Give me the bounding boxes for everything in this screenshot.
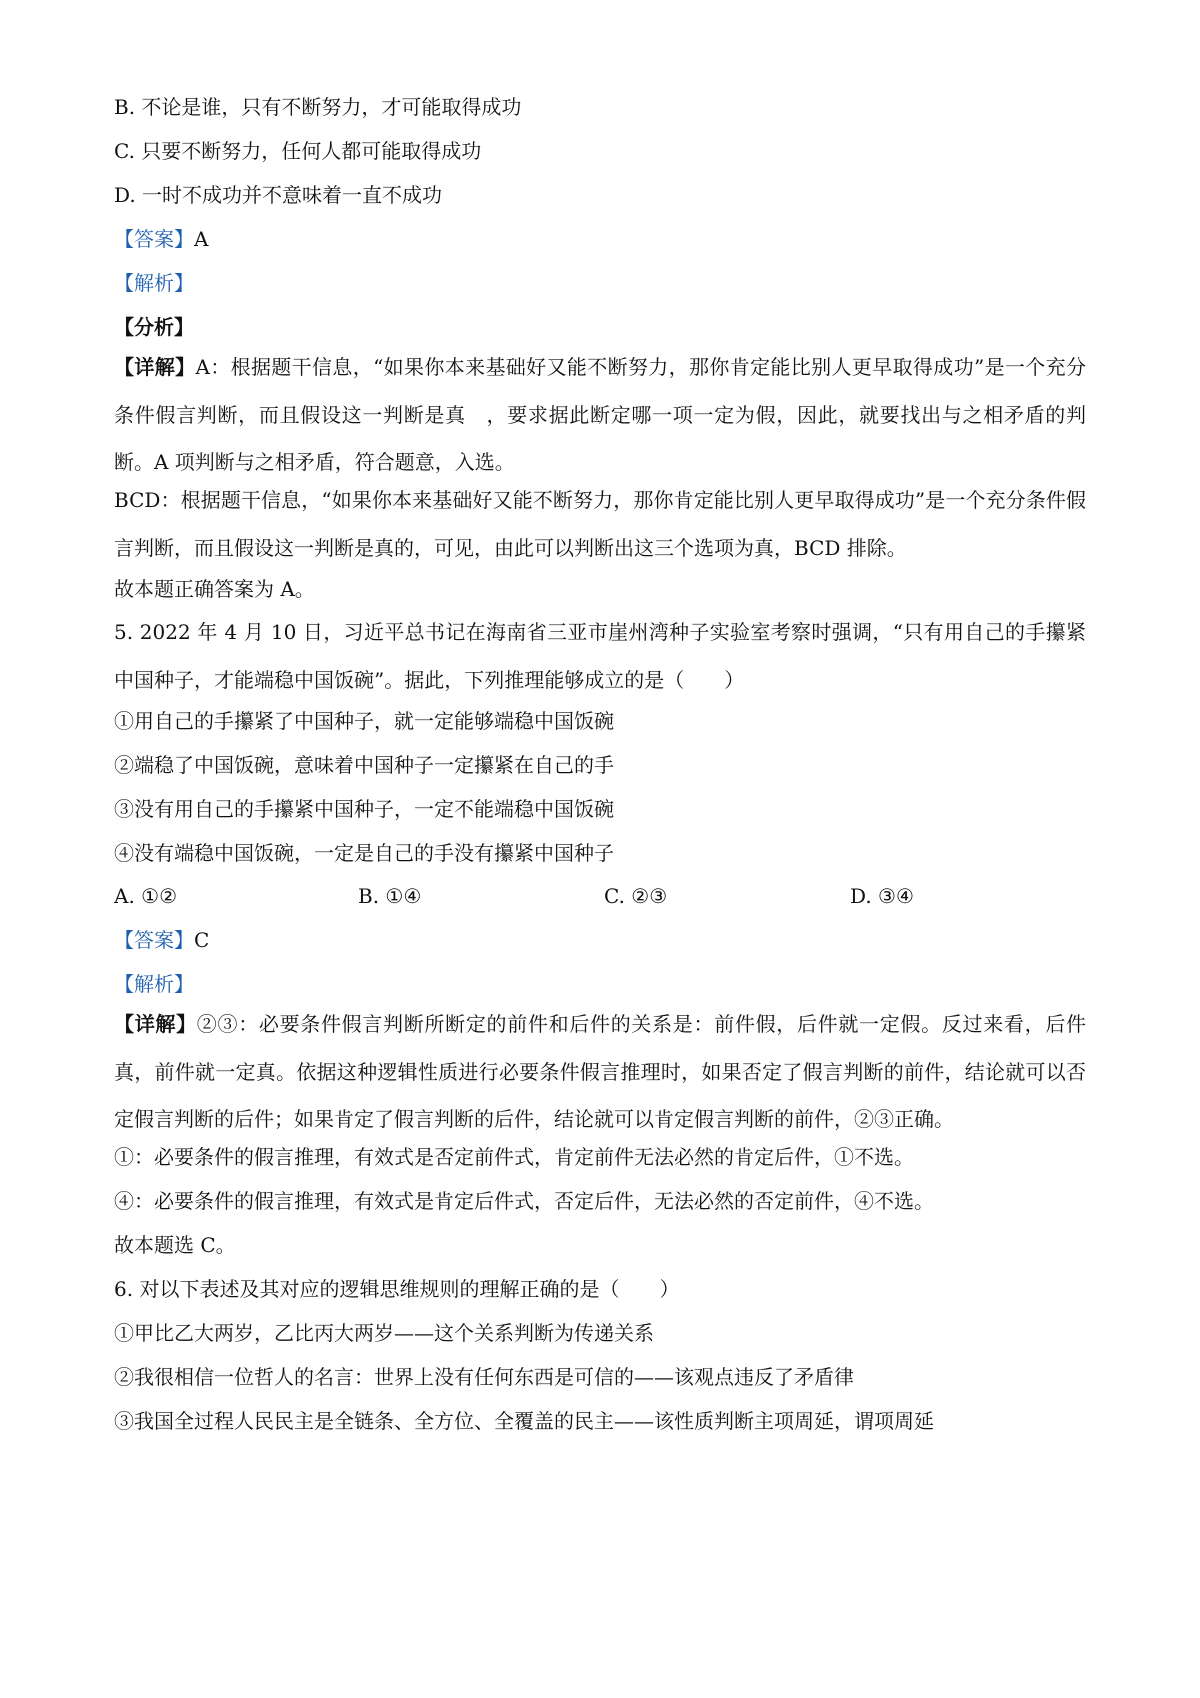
q4-analysis-line bbox=[114, 268, 194, 298]
q4-detail-p1 bbox=[114, 344, 1086, 487]
detail-tag: 【详解】 bbox=[114, 1012, 197, 1036]
q4-detail-p2: BCD：根据题干信息，“如果你本来基础好又能不断努力，那你肯定能比别人更早取得成功”是一个充分条件假言判断，而且假设这一判断是真的，可见，由此可以判断出这三个选项为真，BCD 排除。 bbox=[114, 488, 1086, 560]
q5-answer: C bbox=[194, 928, 210, 952]
q5-choice-c: C. ②③ bbox=[604, 884, 668, 908]
q4-conclusion: 故本题正确答案为 A。 bbox=[114, 577, 315, 601]
q4-detail-p1-text: A：根据题干信息，“如果你本来基础好又能不断努力，那你肯定能比别人更早取得成功”是一个充分条件假言判断，而且假设这一判断是真 ，要求据此断定哪一项一定为假，因此，就要找出与之相矛盾的判断。A 项判断与之相矛盾，符合题意，入选。 bbox=[114, 355, 1086, 474]
q4-answer-line bbox=[114, 224, 208, 254]
q4-option-b: B. 不论是谁，只有不断努力，才可能取得成功 bbox=[114, 95, 522, 119]
q5-item-2: ②端稳了中国饭碗，意味着中国种子一定攥紧在自己的手 bbox=[114, 753, 614, 777]
q6-item-2: ②我很相信一位哲人的名言：世界上没有任何东西是可信的——该观点违反了矛盾律 bbox=[114, 1365, 854, 1389]
q4-option-d: D. 一时不成功并不意味着一直不成功 bbox=[114, 183, 443, 207]
q6-stem: 6. 对以下表述及其对应的逻辑思维规则的理解正确的是（ ） bbox=[114, 1277, 680, 1301]
q5-item-4: ④没有端稳中国饭碗，一定是自己的手没有攥紧中国种子 bbox=[114, 841, 614, 865]
q5-item-3: ③没有用自己的手攥紧中国种子，一定不能端稳中国饭碗 bbox=[114, 797, 614, 821]
q5-item-1: ①用自己的手攥紧了中国种子，就一定能够端稳中国饭碗 bbox=[114, 709, 614, 733]
q5-choice-b: B. ①④ bbox=[358, 884, 422, 908]
q5-stem: 5. 2022 年 4 月 10 日，习近平总书记在海南省三亚市崖州湾种子实验室考察时强调，“只有用自己的手攥紧中国种子，才能端稳中国饭碗”。据此，下列推理能够成立的是（ ） bbox=[114, 620, 1086, 692]
q5-detail-p1 bbox=[114, 1001, 1086, 1144]
fenxi-tag: 【分析】 bbox=[114, 315, 194, 339]
q5-conclusion: 故本题选 C。 bbox=[114, 1233, 236, 1257]
answer-tag: 【答案】 bbox=[114, 227, 194, 251]
q5-detail-p1-text: ②③：必要条件假言判断所断定的前件和后件的关系是：前件假，后件就一定假。反过来看，后件真，前件就一定真。依据这种逻辑性质进行必要条件假言推理时，如果否定了假言判断的前件，结论就可以否定假言判断的后件；如果肯定了假言判断的后件，结论就可以肯定假言判断的前件，②③正确。 bbox=[114, 1012, 1087, 1131]
q5-choice-a: A. ①② bbox=[114, 884, 178, 908]
q4-option-c: C. 只要不断努力，任何人都可能取得成功 bbox=[114, 139, 482, 163]
q5-answer-line bbox=[114, 925, 209, 955]
q5-detail-p3: ④：必要条件的假言推理，有效式是肯定后件式，否定后件，无法必然的否定前件，④不选。 bbox=[114, 1189, 934, 1213]
q5-analysis-line bbox=[114, 969, 194, 999]
answer-tag: 【答案】 bbox=[114, 928, 194, 952]
q4-fenxi-line bbox=[114, 312, 194, 342]
q6-item-1: ①甲比乙大两岁，乙比丙大两岁——这个关系判断为传递关系 bbox=[114, 1321, 654, 1345]
q5-detail-p2: ①：必要条件的假言推理，有效式是否定前件式，肯定前件无法必然的肯定后件，①不选。 bbox=[114, 1145, 914, 1169]
analysis-tag: 【解析】 bbox=[114, 271, 194, 295]
q4-answer: A bbox=[194, 227, 209, 251]
detail-tag: 【详解】 bbox=[114, 355, 196, 379]
analysis-tag: 【解析】 bbox=[114, 972, 194, 996]
q5-choice-d: D. ③④ bbox=[850, 884, 914, 908]
q6-item-3: ③我国全过程人民民主是全链条、全方位、全覆盖的民主——该性质判断主项周延，谓项周延 bbox=[114, 1409, 934, 1433]
